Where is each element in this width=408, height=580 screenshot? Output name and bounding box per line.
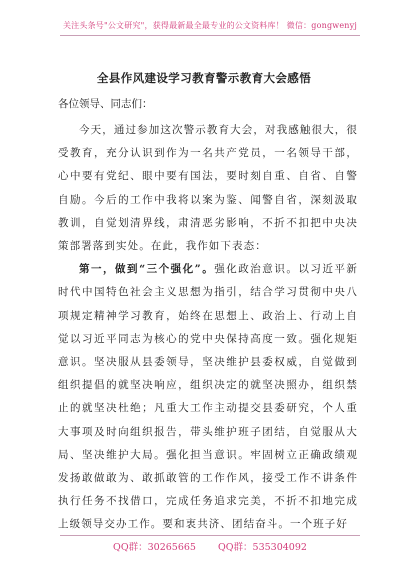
paragraph-intro: 今天，通过参加这次警示教育大会，对我感触很大，很受教育，充分认识到作为一名共产党员，一名领导干部，心中要有党纪、眼中要有国法，要时刻自重、自省、自警自励。今后的工作中我将以案为鉴、闻警自省，深刻汲取教训，自觉划清界线，肃清恶劣影响，不折不扣把中央决策部署落到实处。在此，我作如下表态： — [58, 124, 358, 253]
salutation: 各位领导、同志们： — [58, 98, 153, 110]
footer — [60, 535, 360, 553]
paragraph-first-point-body: 强化政治意识。以习近平新时代中国特色社会主义思想为指引，结合学习贯彻中央八项规定精神学习教育，始终在思想上、政治上、行动上自觉以习近平同志为核心的党中央保持高度一致。强化规矩意识。坚决服从县委领导，坚决维护县委权威，自觉做到组织提倡的就坚决响应，组织决定的就坚决照办，组织禁止的就坚决杜绝；凡重大工作主动提交县委研究，个人重大事项及时向组织报告，带头维护班子团结，自觉服从大局、坚决维护大局。强化担当意识。牢固树立正确政绩观发扬敢做敢为、敢抓敢管的工作作风，接受工作不讲条件执行任务不找借口，完成任务追求完美，不折不扣地完成上级领导交办工作。要和衷共济、团结奋斗。一个班子好 — [58, 263, 359, 531]
paragraph-first-point — [58, 258, 358, 536]
footer-qq-group-2: QQ群：535304092 — [217, 542, 307, 553]
footer-qq-group-1: QQ群：30265665 — [113, 542, 196, 553]
paragraph-lead: 第一，做到“三个强化”。 — [79, 263, 215, 276]
document-body — [58, 119, 358, 537]
header-banner: 关注头条号"公文研究"，获得最新最全最专业的公文资料库！ 微信：gongwenyj — [60, 20, 360, 36]
document-title: 全县作风建设学习教育警示教育大会感悟 — [96, 71, 312, 85]
